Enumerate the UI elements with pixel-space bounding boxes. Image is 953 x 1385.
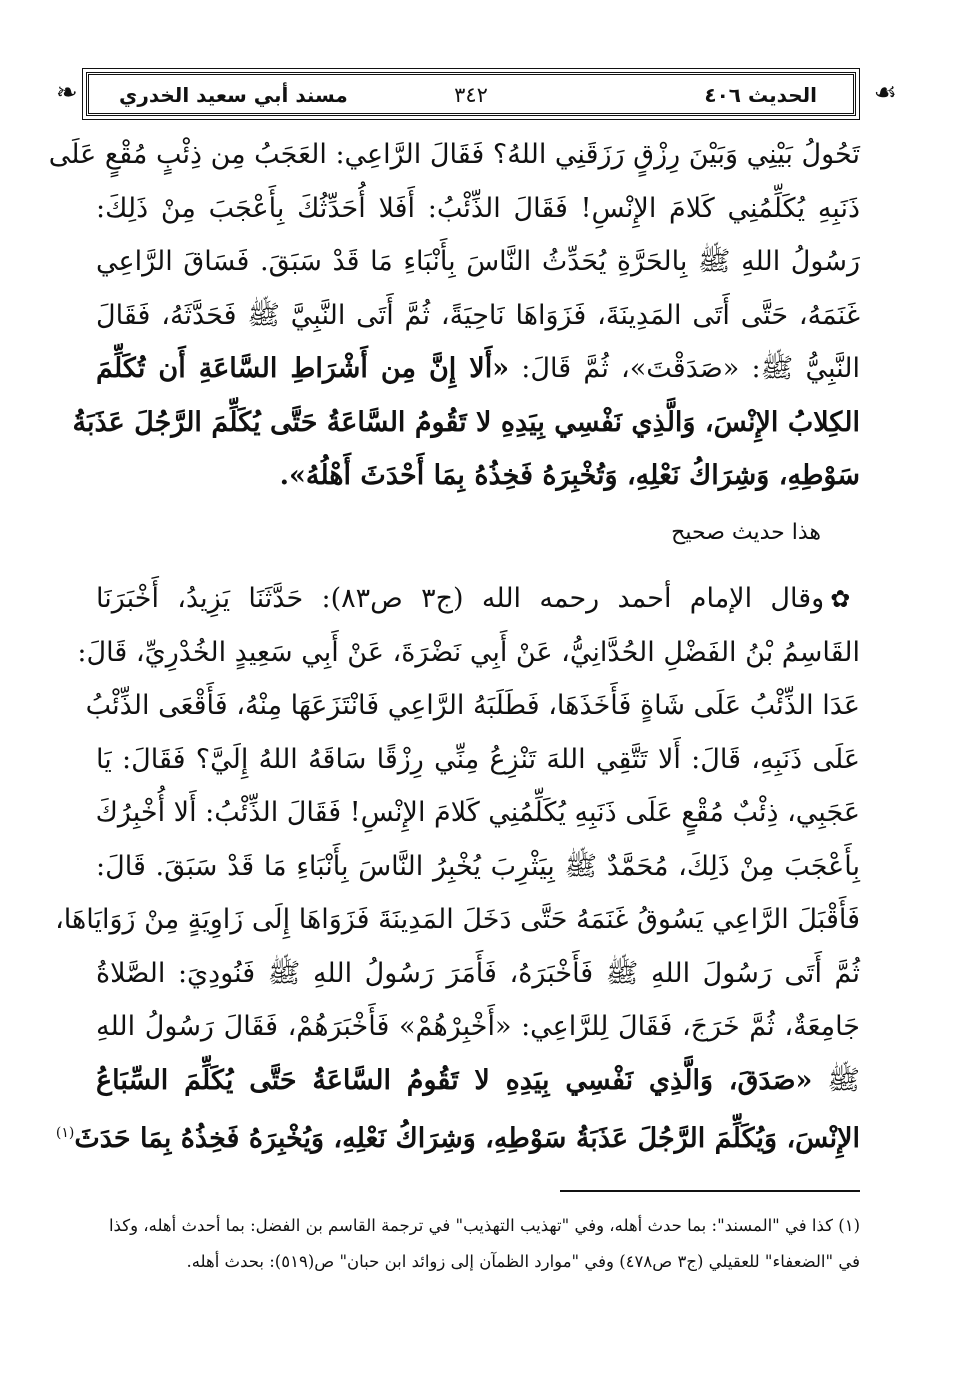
footnote-marker: (١) (55, 1125, 75, 1141)
text-line: عَدَا الذِّئْبُ عَلَى شَاةٍ فَأَخَذَهَا، فَطَلَبَهُ الرَّاعِي فَانْتَزَعَهَا مِنْهُ، فَأَقْعَى الذِّئْبُ (85, 690, 860, 721)
text-segment: النَّبِيُّ ﷺ: «صَدَقْتَ»، ثُمَّ قَالَ: (509, 353, 860, 384)
footnote-divider (560, 1190, 860, 1192)
text-line: تَحُولُ بَيْنِي وَبَيْنَ رِزْقٍ رَزَقَنِي اللهُ؟ فَقَالَ الرَّاعِي: العَجَبُ مِن ذِئْبٍ مُقْعٍ عَلَى (48, 139, 860, 170)
text-segment: وقال الإمام أحمد رحمه الله (ج٣ ص٨٣): حَدَّثَنَا يَزِيدُ، أَخْبَرَنَا (96, 583, 825, 614)
footnote-line: (١) كذا في "المسند": بما حدث أهله، وفي "تهذيب التهذيب" في ترجمة القاسم بن الفضل: بما أحدث أهله، وكذا (108, 1216, 860, 1235)
text-line: عَجَبِي، ذِئْبٌ مُقْعٍ عَلَى ذَنَبِهِ يُكَلِّمُنِي كَلامَ الإِنْسِ! فَقَالَ الذِّئْبُ: أَلا أُخْبِرُكَ (95, 797, 860, 828)
footnote (96, 1208, 860, 1280)
text-line: عَلَى ذَنَبِهِ، قَالَ: أَلا تَتَّقِي اللهَ تَنْزِعُ مِنِّي رِزْقًا سَاقَهُ اللهُ إِلَيَّ؟ فَقَالَ: يَا (96, 743, 860, 775)
prophetic-quote-line: سَوْطِهِ، وَشِرَاكُ نَعْلِهِ، وَتُخْبِرَهُ فَخِذُهُ بِمَا أَحْدَثَ أَهْلُهُ». (279, 460, 860, 491)
text-line (96, 342, 860, 396)
text-segment: الإِنْسَ، وَيُكَلِّمَ الرَّجُلَ عَذَبَةُ سَوْطِهِ، وَشِرَاكُ نَعْلِهِ، وَيُخْبِرَهُ فَخِذُهُ بِمَا حَدَثَ (74, 1123, 860, 1154)
text-line: ذَنَبِهِ يُكَلِّمُنِي كَلامَ الإِنْسِ! فَقَالَ الذِّئْبُ: أَفَلا أُحَدِّثُكَ بِأَعْجَبَ مِنْ ذَلِكَ: (96, 192, 860, 224)
prophetic-quote: «صَدَقَ، وَالَّذِي نَفْسِي بِيَدِهِ لا تَقُومُ السَّاعَةُ حَتَّى يُكَلِّمَ السِّبَاعُ (96, 1064, 813, 1096)
text-line: القَاسِمُ بْنُ الفَضْلِ الحُدَّانِيُّ، عَنْ أَبِي نَضْرَةَ، عَنْ أَبِي سَعِيدٍ الخُدْرِيِّ، قَالَ: (77, 636, 860, 668)
text-line: ثُمَّ أَتَى رَسُولَ اللهِ ﷺ فَأَخْبَرَهُ، فَأَمَرَ رَسُولُ اللهِ ﷺ فَنُودِيَ: الصَّلاةُ (96, 957, 860, 989)
book-title: مسند أبي سعيد الخدري (119, 83, 348, 107)
hadith-passage-2 (55, 572, 861, 1161)
prophetic-quote-line (55, 1107, 860, 1161)
text-line: جَامِعَةٌ، ثُمَّ خَرَجَ، فَقَالَ لِلرَّاعِي: «أَخْبِرْهُمْ» فَأَخْبَرَهُمْ، فَقَالَ رَسُولُ اللهِ (96, 1011, 860, 1042)
page-header (86, 72, 856, 116)
prophetic-quote: «أَلا إِنَّ مِن أَشْرَاطِ السَّاعَةِ أَن تُكَلِّمَ (96, 353, 510, 384)
text-line: غَنَمَهُ، حَتَّى أَتَى المَدِينَةَ، فَزَوَاهَا نَاحِيَةً، ثُمَّ أَتَى النَّبِيَّ ﷺ فَحَدَّثَهُ، فَقَالَ (96, 299, 860, 331)
hadith-passage-1 (48, 128, 860, 503)
text-line: رَسُولُ اللهِ ﷺ بِالحَرَّةِ يُحَدِّثُ النَّاسَ بِأَنْبَاءِ مَا قَدْ سَبَقَ. فَسَاقَ الرَّاعِي (96, 246, 860, 277)
grade-label: هذا حديث صحيح (671, 520, 821, 545)
text-line: بِأَعْجَبَ مِنْ ذَلِكَ، مُحَمَّدٌ ﷺ بِيَثْرِبَ يُخْبِرُ النَّاسَ بِأَنْبَاءِ مَا قَدْ سَبَقَ. قَالَ: (96, 850, 860, 882)
header-ornament-left-icon: ❧ (56, 78, 78, 108)
hadith-number: الحديث ٤٠٦ (704, 83, 817, 107)
header-ornament-right-icon: ☙ (873, 78, 897, 108)
text-segment: ﷺ (812, 1064, 860, 1096)
page-number: ٣٤٢ (454, 83, 488, 107)
text-line (96, 572, 860, 626)
hadith-grade (671, 520, 821, 545)
footnote-line: في "الضعفاء" للعقيلي (ج٣ ص٤٧٨) وفي "موارد الظمآن إلى زوائد ابن حبان" ص(٥١٩): بحدث أهله. (186, 1252, 860, 1271)
flower-ornament-icon: ✿ (830, 585, 861, 613)
prophetic-quote-line: الكِلابُ الإِنْسَ، وَالَّذِي نَفْسِي بِيَدِهِ لا تَقُومُ السَّاعَةُ حَتَّى يُكَلِّمَ الرَّجُلَ عَذَبَةُ (72, 406, 860, 438)
text-line (96, 1054, 860, 1108)
text-line: فَأَقْبَلَ الرَّاعِي يَسُوقُ غَنَمَهُ حَتَّى دَخَلَ المَدِينَةَ فَزَوَاهَا إِلَى زَاوِيَةٍ مِنْ زَوَايَاهَا، (55, 904, 860, 935)
